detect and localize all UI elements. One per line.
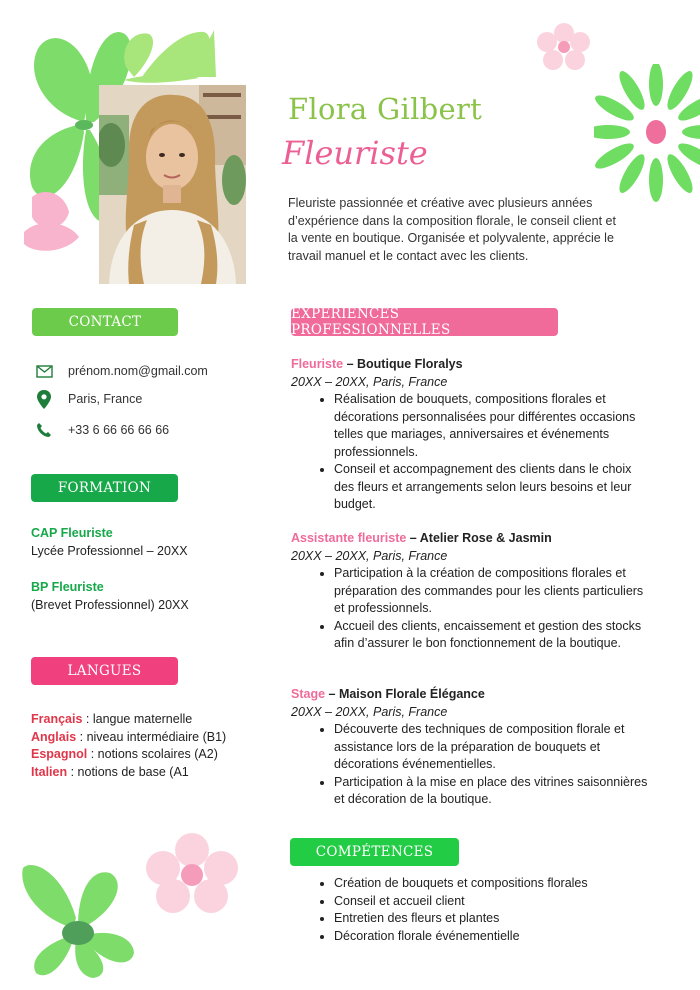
language-level: : notions de base (A1 [67, 764, 189, 779]
contact-phone-row [34, 420, 169, 440]
competences-list [291, 875, 588, 945]
job-bullet: • Participation à la mise en place des vitrines saisonnières et décoration de la boutique. [334, 774, 651, 809]
job-title: Assistante fleuriste [291, 531, 407, 545]
language-name: Espagnol [31, 747, 88, 761]
formation-title: BP Fleuriste [31, 580, 104, 594]
experience-section-heading: EXPÉRIENCES PROFESSIONNELLES [291, 308, 558, 336]
job-bullet: • Découverte des techniques de composition florale et assistance lors de la préparation de bouquets et décorations événementielles. [334, 721, 651, 774]
job-company: – Atelier Rose & Jasmin [406, 531, 552, 545]
job-dates: 20XX – 20XX, Paris, France [291, 374, 448, 389]
language-level: : notions scolaires (A2) [87, 747, 218, 761]
job-bullet: • Participation à la création de compositions florales et préparation des commandes pour les clients particuliers et professionnels. [334, 565, 651, 618]
job-title: Stage [291, 687, 326, 701]
language-name: Italien [31, 764, 68, 779]
contact-location: Paris, France [68, 392, 143, 406]
skill-item: • Création de bouquets et compositions florales [334, 875, 588, 893]
language-item [31, 764, 226, 782]
job-bullet: • Réalisation de bouquets, compositions florales et décorations personnalisées pour différentes occasions telles que mariages, anniversaires et événements professionnels. [334, 391, 651, 461]
contact-location-row [34, 389, 142, 409]
experience-entry [291, 530, 651, 653]
job-dates: 20XX – 20XX, Paris, France [291, 548, 448, 563]
job-role-title: Fleuriste [282, 134, 428, 172]
formation-item [31, 524, 188, 560]
skill-item: • Entretien des fleurs et plantes [334, 910, 588, 928]
job-company: – Boutique Floralys [343, 357, 463, 371]
top-right-green-flower-decoration [594, 64, 700, 202]
job-company: – Maison Florale Élégance [325, 687, 485, 701]
experience-entry [291, 356, 651, 514]
top-right-pink-flower-decoration [535, 22, 593, 72]
language-name: Français [31, 712, 83, 726]
job-bullet: • Accueil des clients, encaissement et gestion des stocks afin d’assurer le bon fonctionnement de la boutique. [334, 618, 651, 653]
language-name: Anglais [31, 729, 77, 744]
formation-detail: Lycée Professionnel – 20XX [31, 544, 188, 558]
formation-detail: (Brevet Professionnel) 20XX [31, 598, 189, 612]
contact-phone: +33 6 66 66 66 66 [68, 423, 170, 437]
job-title: Fleuriste [291, 357, 344, 371]
skill-item: • Décoration florale événementielle [334, 928, 588, 946]
phone-icon [34, 420, 54, 440]
job-dates: 20XX – 20XX, Paris, France [291, 704, 448, 719]
experience-entry [291, 686, 651, 809]
location-pin-icon [34, 389, 54, 409]
language-item [31, 746, 226, 764]
bottom-left-green-flower-decoration [18, 858, 138, 982]
skill-item: • Conseil et accueil client [334, 893, 588, 911]
profile-summary: Fleuriste passionnée et créative avec plusieurs années d’expérience dans la composition florale, le conseil client et la vente en boutique. Organisée et polyvalente, apprécie le travail manuel et le contact avec les clients. [288, 196, 616, 263]
formation-item [31, 578, 189, 614]
job-bullet: • Conseil et accompagnement des clients dans le choix des fleurs et arrangements selon leurs besoins et leur budget. [334, 461, 651, 514]
person-name: Flora Gilbert [288, 92, 483, 126]
contact-email-row [34, 361, 208, 381]
language-item [31, 711, 226, 729]
competences-section-heading: COMPÉTENCES [290, 838, 459, 866]
langues-section-heading: LANGUES [31, 657, 178, 685]
langues-list [31, 711, 226, 781]
bottom-pink-flower-decoration [143, 832, 241, 916]
contact-email: prénom.nom@gmail.com [68, 364, 208, 378]
mail-icon [34, 361, 54, 381]
language-item [31, 729, 226, 747]
formation-title: CAP Fleuriste [31, 526, 113, 540]
formation-section-heading: FORMATION [31, 474, 178, 502]
language-level: : langue maternelle [82, 712, 193, 726]
profile-photo [99, 85, 246, 284]
contact-section-heading: CONTACT [32, 308, 178, 336]
language-level: : niveau intermédiaire (B1) [76, 729, 227, 744]
